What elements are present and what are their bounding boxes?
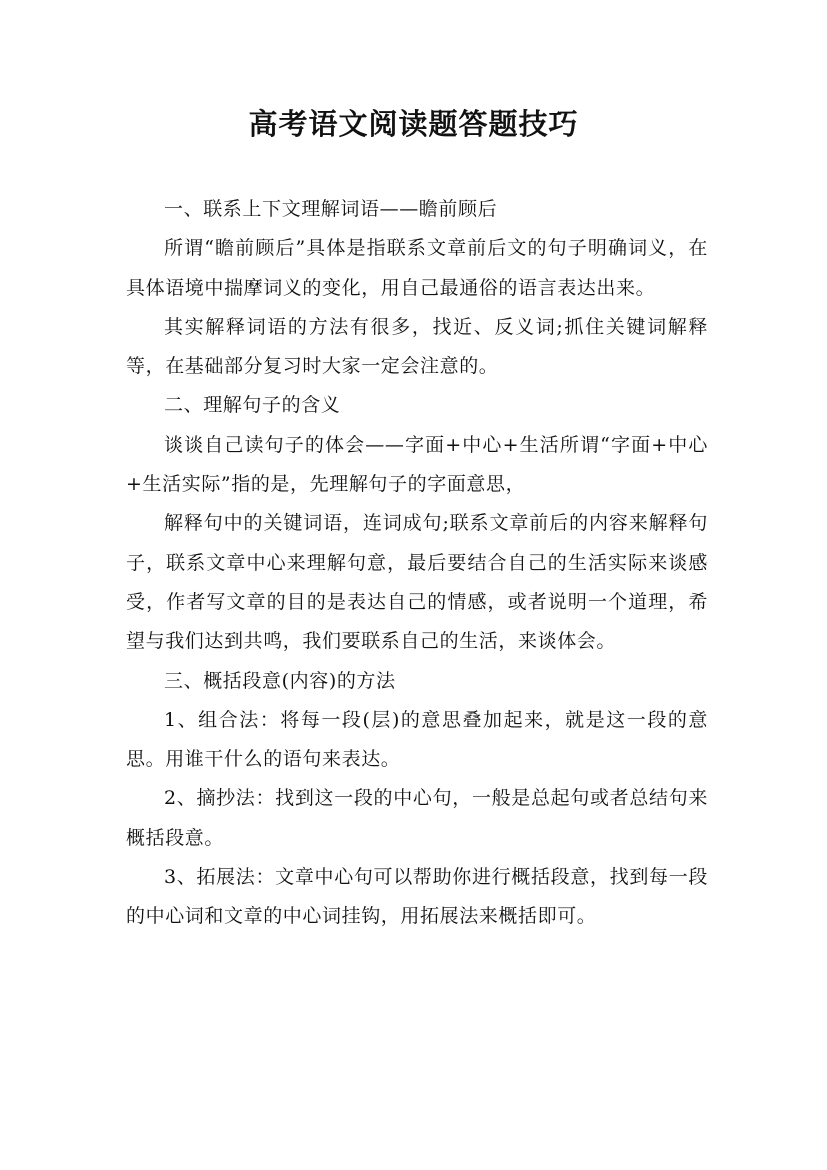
list-item: 3、拓展法：文章中心句可以帮助你进行概括段意，找到每一段的中心词和文章的中心词挂钩，用拓展法来概括即可。 [126, 866, 708, 928]
paragraph: 解释句中的关键词语，连词成句;联系文章前后的内容来解释句子，联系文章中心来理解句意，最后要结合自己的生活实际来谈感受，作者写文章的目的是表达自己的情感，或者说明一个道理，希望与我们达到共鸣，我们要联系自己的生活，来谈体会。 [126, 512, 708, 653]
paragraph: 谈谈自己读句子的体会——字面+中心+生活所谓“字面+中心+生活实际”指的是，先理解句子的字面意思， [126, 433, 708, 496]
paragraph: 所谓“瞻前顾后”具体是指联系文章前后文的句子明确词义，在具体语境中揣摩词义的变化，用自己最通俗的语言表达出来。 [126, 237, 708, 299]
section-heading-3: 三、概括段意(内容)的方法 [164, 669, 396, 692]
document-body [126, 190, 708, 937]
list-item: 2、摘抄法：找到这一段的中心句，一般是总起句或者总结句来概括段意。 [126, 787, 708, 849]
list-item: 1、组合法：将每一段(层)的意思叠加起来，就是这一段的意思。用谁干什么的语句来表达。 [126, 708, 708, 771]
section-heading-1: 一、联系上下文理解词语——瞻前顾后 [164, 198, 498, 220]
paragraph: 其实解释词语的方法有很多，找近、反义词;抓住关键词解释等，在基础部分复习时大家一定会注意的。 [126, 315, 708, 378]
section-heading-2: 二、理解句子的含义 [164, 394, 341, 417]
document-title: 高考语文阅读题答题技巧 [248, 107, 579, 141]
